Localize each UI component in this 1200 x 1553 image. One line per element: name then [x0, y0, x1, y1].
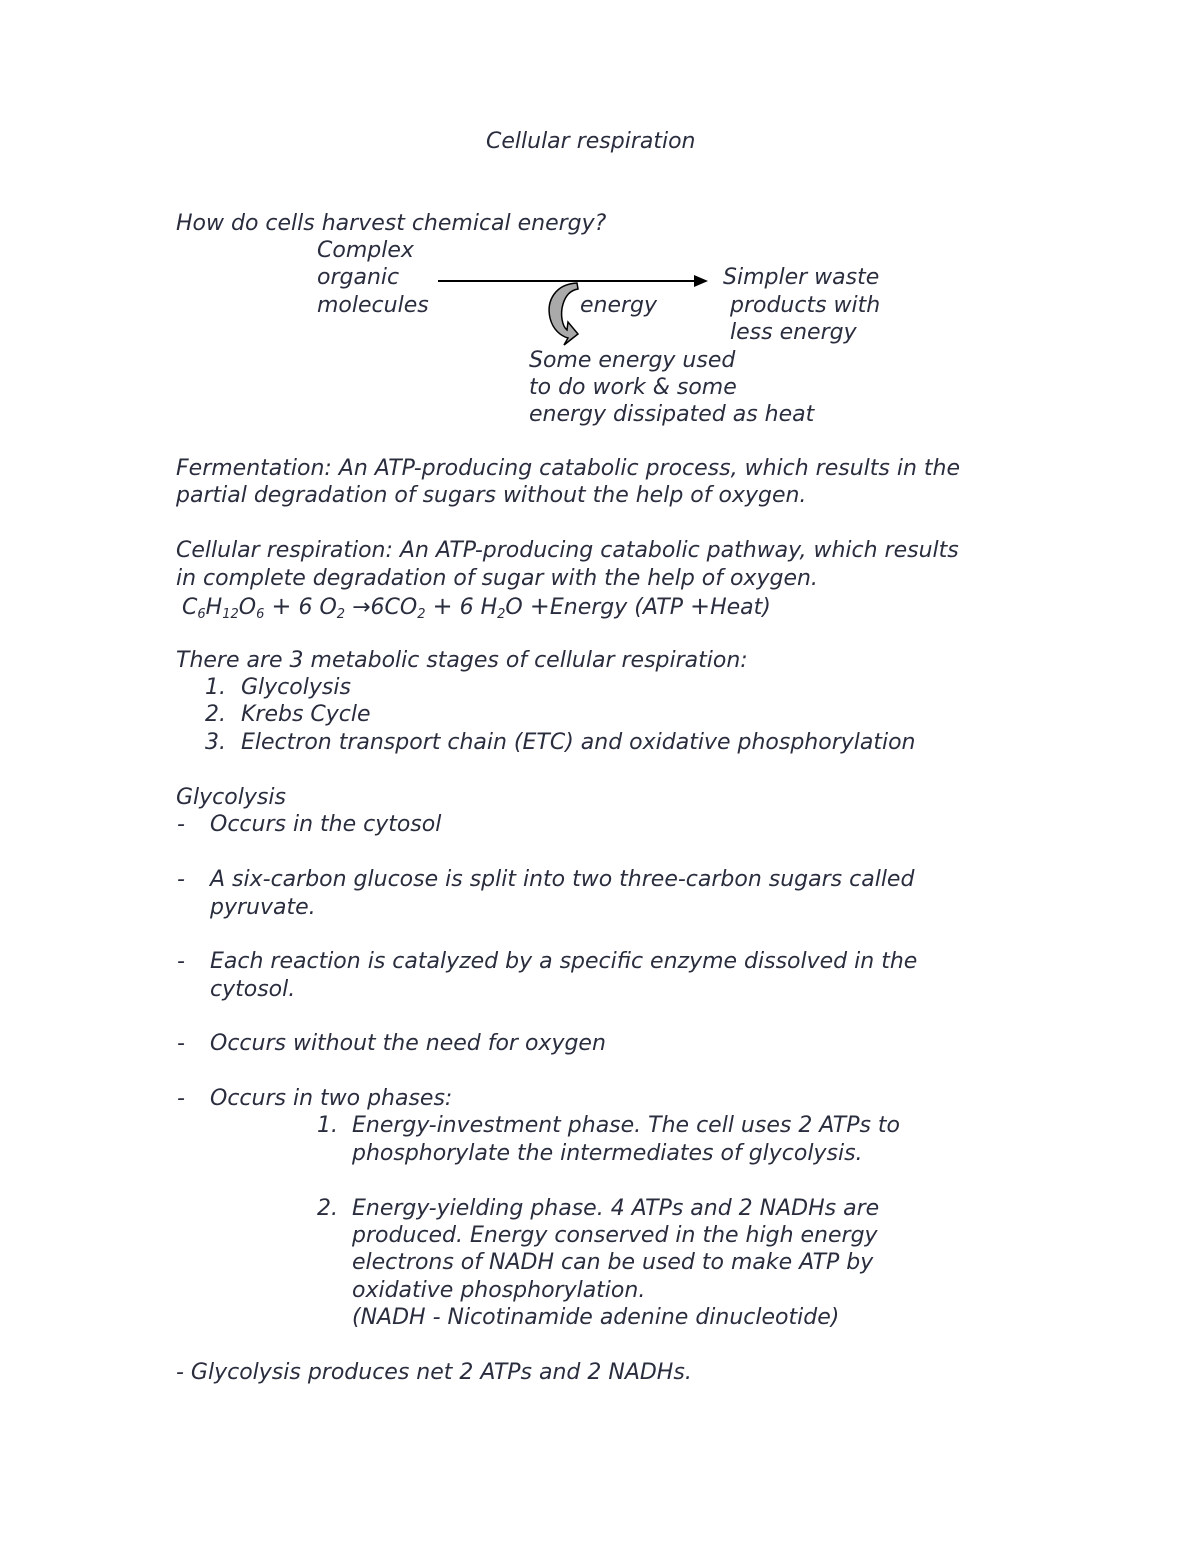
eq-o2-sub: 2	[336, 607, 346, 622]
diagram-output-line-1: Simpler waste	[723, 265, 880, 290]
stage-number-1: 1.	[205, 675, 226, 700]
glycolysis-bullet-1: Occurs in the cytosol	[210, 812, 442, 837]
eq-arrow: →	[352, 595, 371, 620]
glycolysis-bullet-2-line-2: pyruvate.	[210, 895, 316, 920]
phase-2-line-4: oxidative phosphorylation.	[352, 1278, 646, 1303]
diagram-heat-line-2: to do work & some	[529, 375, 737, 400]
main-arrowhead	[694, 275, 708, 287]
fermentation-line-1: Fermentation: An ATP-producing catabolic process, which results in the	[176, 456, 961, 481]
stages-intro: There are 3 metabolic stages of cellular respiration:	[176, 648, 748, 673]
phase-number-2: 2.	[317, 1196, 338, 1221]
eq-h2o: 6 H	[459, 595, 498, 620]
eq-plus-2: +	[432, 592, 453, 620]
glycolysis-bullet-3-line-2: cytosol.	[210, 977, 296, 1002]
phase-2-line-3: electrons of NADH can be used to make ATP by	[352, 1250, 874, 1275]
stage-item-1: Glycolysis	[241, 675, 351, 700]
phase-2-line-1: Energy-yielding phase. 4 ATPs and 2 NADHs are	[352, 1196, 880, 1221]
diagram-heat-line-3: energy dissipated as heat	[529, 402, 815, 427]
eq-carbon: C	[182, 595, 198, 620]
glycolysis-heading: Glycolysis	[176, 785, 286, 810]
eq-co2: 6CO	[370, 595, 418, 620]
glycolysis-summary: - Glycolysis produces net 2 ATPs and 2 NADHs.	[176, 1360, 692, 1385]
glycolysis-bullet-4: Occurs without the need for oxygen	[210, 1031, 606, 1056]
stage-number-3: 3.	[205, 730, 226, 755]
question-heading: How do cells harvest chemical energy?	[176, 211, 607, 236]
diagram-input-line-3: molecules	[317, 293, 429, 318]
eq-carbon-sub: 6	[197, 607, 206, 622]
eq-h2o-sub: 2	[497, 607, 506, 622]
glycolysis-bullet-3-line-1: Each reaction is catalyzed by a specific enzyme dissolved in the	[210, 949, 918, 974]
bullet-dash: -	[177, 867, 185, 892]
eq-hydrogen: H	[205, 595, 223, 620]
phase-2-line-5: (NADH - Nicotinamide adenine dinucleotide)	[352, 1305, 840, 1330]
eq-h2o-o: O	[505, 595, 523, 620]
eq-heat: Heat)	[710, 595, 771, 620]
glycolysis-bullet-5: Occurs in two phases:	[210, 1086, 453, 1111]
bullet-dash: -	[177, 812, 185, 837]
stage-number-2: 2.	[205, 702, 226, 727]
eq-co2-sub: 2	[417, 607, 426, 622]
diagram-input-line-1: Complex	[317, 238, 414, 263]
eq-plus-1: +	[271, 592, 292, 620]
fermentation-line-2: partial degradation of sugars without the help of oxygen.	[176, 483, 807, 508]
glycolysis-bullet-2-line-1: A six-carbon glucose is split into two three-carbon sugars called	[210, 867, 915, 892]
bullet-dash: -	[177, 1086, 185, 1111]
phase-number-1: 1.	[317, 1113, 338, 1138]
eq-plus-4: +	[689, 592, 711, 620]
respiration-definition-line-1: Cellular respiration: An ATP-producing catabolic pathway, which results	[176, 538, 959, 563]
bullet-dash: -	[177, 949, 185, 974]
energy-release-arrow	[549, 283, 578, 345]
stage-item-3: Electron transport chain (ETC) and oxidative phosphorylation	[241, 730, 916, 755]
phase-2-line-2: produced. Energy conserved in the high energy	[352, 1223, 878, 1248]
diagram-heat-line-1: Some energy used	[529, 348, 736, 373]
bullet-dash: -	[177, 1031, 185, 1056]
stage-item-2: Krebs Cycle	[241, 702, 371, 727]
eq-plus-3: +	[529, 592, 550, 620]
eq-oxygen: O	[238, 595, 257, 620]
diagram-output-line-3: less energy	[730, 320, 857, 345]
diagram-output-line-2: products with	[730, 293, 881, 318]
eq-hydrogen-sub: 12	[222, 607, 239, 622]
eq-energy: Energy (ATP	[549, 595, 683, 620]
diagram-energy-label: energy	[580, 293, 658, 318]
diagram-input-line-2: organic	[317, 265, 400, 290]
eq-oxygen-sub: 6	[256, 607, 265, 622]
respiration-equation	[182, 592, 771, 622]
eq-o2: 6 O	[298, 595, 337, 620]
phase-1-line-1: Energy-investment phase. The cell uses 2 ATPs to	[352, 1113, 901, 1138]
phase-1-line-2: phosphorylate the intermediates of glycolysis.	[352, 1141, 863, 1166]
page-title: Cellular respiration	[486, 129, 696, 154]
respiration-definition-line-2: in complete degradation of sugar with the help of oxygen.	[176, 566, 818, 591]
